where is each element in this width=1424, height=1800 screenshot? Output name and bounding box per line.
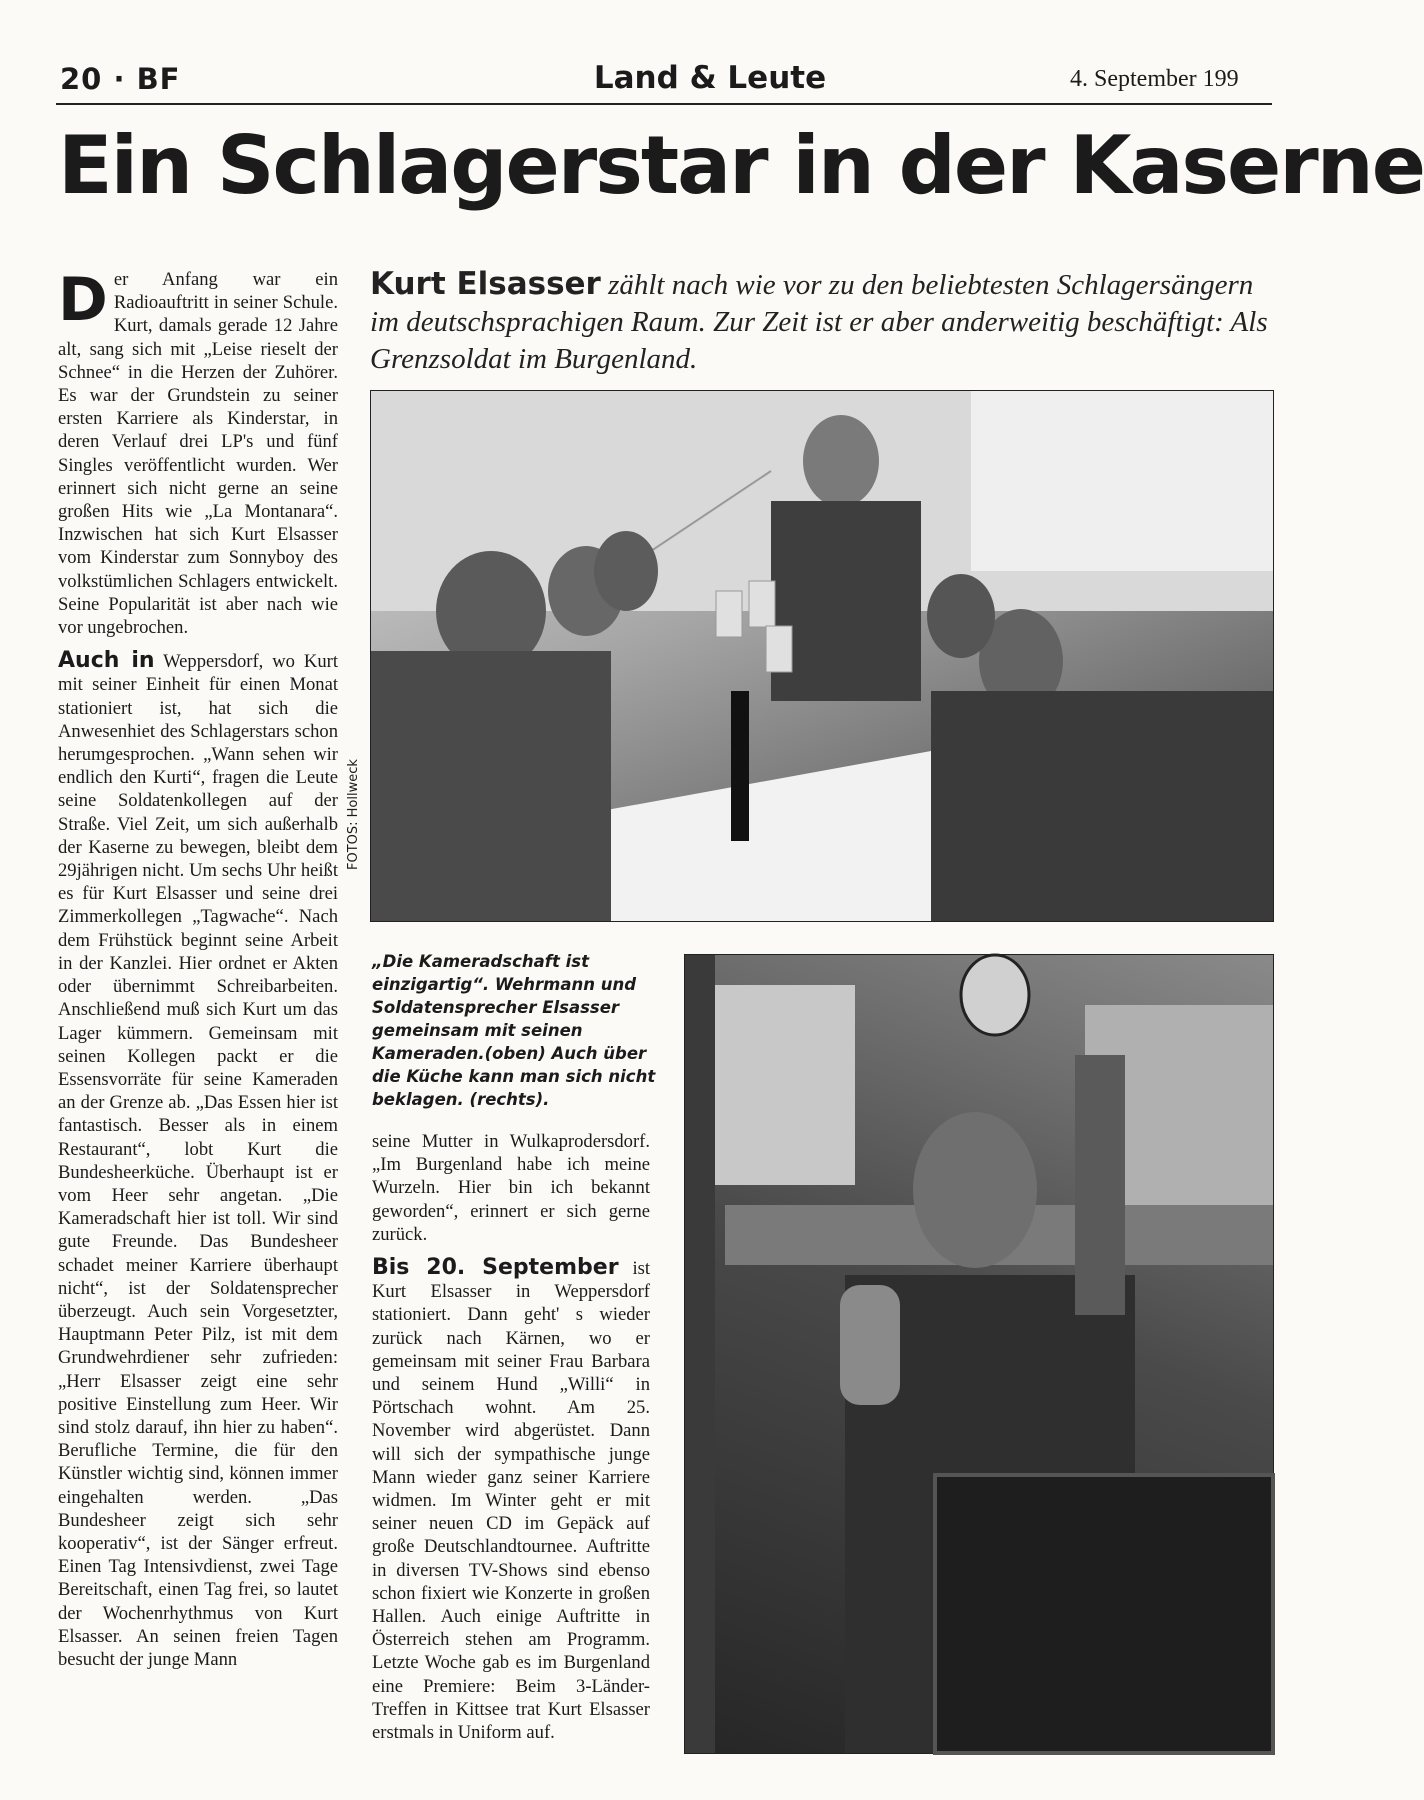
lead-body: zählt nach wie vor zu den beliebtesten Schlagersängern im deutschsprachigen Raum. Zur Zeit ist er aber anderweitig beschäftigt: Als Grenzsoldat im Burgenland. <box>370 269 1268 375</box>
article-column-1 <box>58 265 338 1671</box>
photo-soldiers-toasting <box>370 390 1274 922</box>
drop-cap: D <box>58 265 108 335</box>
page-number: 20 · BF <box>60 62 181 96</box>
subheading: Auch in <box>58 648 155 674</box>
header-rule <box>56 103 1272 105</box>
headline: Ein Schlagerstar in der Kaserne <box>58 119 1424 212</box>
photo-credit: FOTOS: Hollweck <box>346 759 361 870</box>
paragraph-intro <box>58 265 338 639</box>
subheading: Bis 20. September <box>372 1255 619 1281</box>
paragraph-september <box>372 1256 650 1744</box>
article-column-2 <box>372 1130 650 1744</box>
photo-kitchen-thumbs-up <box>684 954 1274 1754</box>
paragraph-weppersdorf <box>58 649 338 1671</box>
photo-soldiers-toasting-illustration <box>371 391 1273 921</box>
photo-kitchen-illustration <box>685 955 1273 1753</box>
paragraph-text: ist Kurt Elsasser in Weppersdorf stationiert. Dann geht' s wieder zurück nach Kärnen, wo er gemeinsam mit seiner Frau Barbara und seinem Hund „Willi“ in Pörtschach wohnt. Am 25. November wird abgerüstet. Dann will sich der sympathische junge Mann wieder ganz seiner Karriere widmen. Im Winter geht er mit seiner neuen CD im Gepäck auf große Deutschlandtournee. Auftritte in diversen TV-Shows sind ebenso schon fixiert wie Konzerte in großen Hallen. Auch einige Auftritte in Österreich stehen am Programm. Letzte Woche gab es im Burgenland eine Premiere: Beim 3-Länder-Treffen in Kittsee trat Kurt Elsasser erstmals in Uniform auf. <box>372 1258 651 1744</box>
section-title: Land & Leute <box>593 60 827 96</box>
paragraph-mother: seine Mutter in Wulkaprodersdorf. „Im Burgenland habe ich meine Wurzeln. Hier bin ich bekannt geworden“, erinnert er sich gerne zurück. <box>372 1131 650 1245</box>
paragraph-text: Weppersdorf, wo Kurt mit seiner Einheit für einen Monat stationiert ist, hat sich die Anwesenhiet des Schlagerstars schon herumgesprochen. „Wann sehen wir endlich den Kurti“, fragen die Leute seine Soldatenkollegen auf der Straße. Viel Zeit, um sich außerhalb der Kaserne zu bewegen, bleibt dem 29jährigen nicht. Um sechs Uhr heißt es für Kurt Elsasser und seine drei Zimmerkollegen „Tagwache“. Nach dem Frühstück beginnt seine Arbeit in der Kanzlei. Hier ordnet er Akten oder übernimmt Schreibarbeiten. Anschließend muß sich Kurt um das Lager kümmern. Gemeinsam mit seinen Kollegen packt er die Essensvorräte für seine Kameraden an der Grenze ab. „Das Essen hier ist fantastisch. Besser als in einem Restaurant“, lobt Kurt die Bundesheerküche. Überhaupt ist er vom Heer sehr angetan. „Die Kameradschaft hier ist toll. Wir sind gute Freunde. Das Bundesheer schadet meiner Karriere überhaupt nicht“, ist der Soldatensprecher überzeugt. Auch sein Vorgesetzter, Hauptmann Peter Pilz, ist mit dem Grundwehrdiener sehr zufrieden: „Herr Elsasser zeigt eine sehr positive Einstellung zum Heer. Wir sind stolz darauf, ihn hier zu haben“. Berufliche Termine, die für den Künstler wichtig sind, können immer eingehalten werden. „Das Bundesheer zeigt sich sehr kooperativ“, ist der Sänger erfreut. Einen Tag Intensivdienst, zwei Tage Bereitschaft, einen Tag frei, so lautet der Wochenrhythmus von Kurt Elsasser. An seinen freien Tagen besucht der junge Mann <box>58 651 338 1670</box>
paragraph-text: er Anfang war ein Radioauftritt in seiner Schule. Kurt, damals gerade 12 Jahre alt, sang sich mit „Leise rieselt der Schnee“ in die Herzen der Zuhörer. Es war der Grundstein zu seiner ersten Karriere als Kinderstar, in deren Verlauf drei LP's und fünf Singles veröffentlicht wurden. Wer erinnert sich nicht gerne an seine großen Hits wie „La Montanara“. Inzwischen hat sich Kurt Elsasser vom Kinderstar zum Sonnyboy des volkstümlichen Schlagers entwickelt. Seine Popularität ist aber nach wie vor ungebrochen. <box>58 269 338 639</box>
photo-caption: „Die Kameradschaft ist einzigartig“. Wehrmann und Soldatensprecher Elsasser gemeinsam mit seinen Kameraden.(oben) Auch über die Küche kann man sich nicht beklagen. (rechts). <box>372 952 656 1109</box>
lead-text <box>370 266 1270 378</box>
issue-date: 4. September 199 <box>1070 66 1239 92</box>
lead-name: Kurt Elsasser <box>370 266 601 302</box>
